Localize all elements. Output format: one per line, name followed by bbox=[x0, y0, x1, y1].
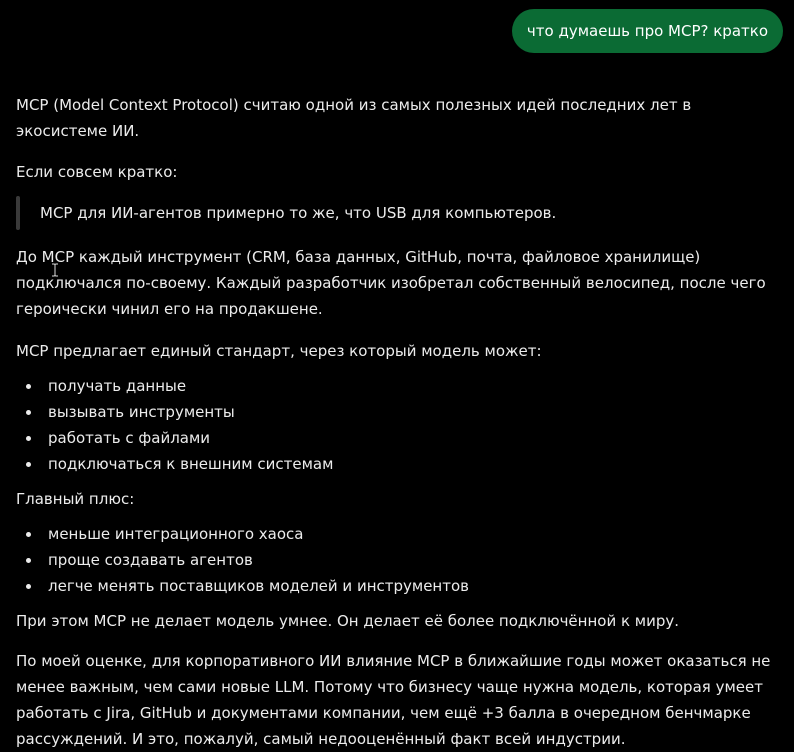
list-item-text: легче менять поставщиков моделей и инструментов bbox=[48, 577, 469, 595]
bullet-icon bbox=[26, 532, 31, 537]
list-item bbox=[16, 451, 784, 477]
list-item-text: получать данные bbox=[48, 377, 187, 395]
list-item-text: подключаться к внешним системам bbox=[48, 455, 334, 473]
bullet-icon bbox=[26, 384, 31, 389]
assistant-paragraph-plus-lead: Главный плюс: bbox=[16, 490, 135, 508]
assistant-paragraph-standard-lead: MCP предлагает единый стандарт, через который модель может: bbox=[16, 342, 542, 360]
assistant-paragraph-conclusion: По моей оценке, для корпоративного ИИ влияние MCP в ближайшие годы может оказаться не менее важным, чем сами новые LLM. Потому что бизнесу чаще нужна модель, которая умеет работать с Jira, GitHub и документами компании, чем ещё +3 балла в очередном бенчмарке рассуждений. И это, пожалуй, самый недооценённый факт всей индустрии. bbox=[16, 652, 771, 748]
assistant-paragraph-before-mcp: До MCP каждый инструмент (CRM, база данных, GitHub, почта, файловое хранилище) подключался по-своему. Каждый разработчик изобретал собственный велосипед, после чего героически чинил его на продакшене. bbox=[16, 248, 766, 318]
user-message-bubble: что думаешь про MCP? кратко bbox=[512, 9, 783, 53]
assistant-message bbox=[16, 92, 784, 752]
list-item bbox=[16, 425, 784, 451]
bullet-icon bbox=[26, 462, 31, 467]
list-item bbox=[16, 373, 784, 399]
list-item-text: меньше интеграционного хаоса bbox=[48, 525, 304, 543]
assistant-blockquote bbox=[16, 196, 784, 230]
list-item bbox=[16, 399, 784, 425]
bullet-icon bbox=[26, 558, 31, 563]
list-item-text: вызывать инструменты bbox=[48, 403, 235, 421]
capabilities-list bbox=[16, 373, 784, 477]
list-item bbox=[16, 547, 784, 573]
user-message-row bbox=[512, 9, 783, 53]
pluses-list bbox=[16, 521, 784, 599]
text-cursor-icon bbox=[51, 263, 59, 277]
assistant-paragraph-brief-lead: Если совсем кратко: bbox=[16, 163, 178, 181]
list-item bbox=[16, 521, 784, 547]
list-item bbox=[16, 573, 784, 599]
assistant-paragraph-intro: MCP (Model Context Protocol) считаю одной из самых полезных идей последних лет в экосистеме ИИ. bbox=[16, 96, 692, 140]
list-item-text: проще создавать агентов bbox=[48, 551, 253, 569]
bullet-icon bbox=[26, 410, 31, 415]
bullet-icon bbox=[26, 436, 31, 441]
assistant-paragraph-not-smarter: При этом MCP не делает модель умнее. Он делает её более подключённой к миру. bbox=[16, 612, 680, 630]
bullet-icon bbox=[26, 584, 31, 589]
list-item-text: работать с файлами bbox=[48, 429, 211, 447]
blockquote-bar bbox=[16, 196, 20, 230]
blockquote-text: MCP для ИИ-агентов примерно то же, что USB для компьютеров. bbox=[40, 204, 557, 222]
